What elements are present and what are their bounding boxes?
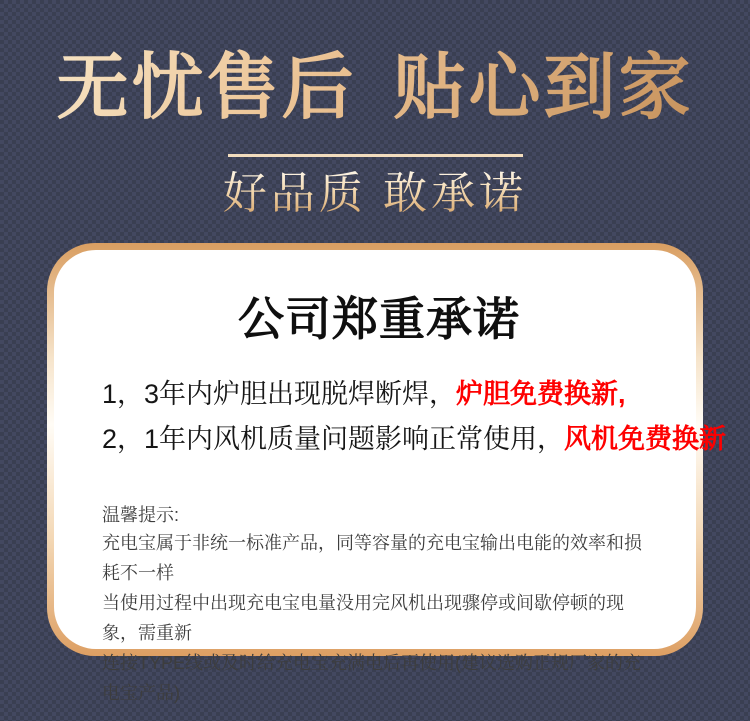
promise-list <box>102 372 727 462</box>
promise-1-text: 1，3年内炉胆出现脱焊断焊， <box>102 379 457 409</box>
promise-card-inner <box>54 250 727 703</box>
tips-section <box>102 502 656 708</box>
promise-2-highlight: 风机免费换新 <box>564 424 727 454</box>
promise-item-1 <box>102 372 656 417</box>
tips-line-3: 连接TYPE线或及时给充电宝充满电后再使用(建议选购正规厂家的充电宝产品) <box>102 653 642 703</box>
promise-2-text: 2，1年内风机质量问题影响正常使用， <box>102 424 565 454</box>
promise-card <box>47 243 727 703</box>
card-title: 公司郑重承诺 <box>238 293 520 345</box>
tips-line-2: 当使用过程中出现充电宝电量没用完风机出现骤停或间歇停顿的现象，需重新 <box>102 593 624 643</box>
tips-label: 温馨提示: <box>102 505 180 525</box>
promise-1-highlight: 炉胆免费换新, <box>456 379 626 409</box>
subtitle: 好品质 敢承诺 <box>0 169 750 219</box>
header <box>0 0 750 219</box>
page-title: 无忧售后 贴心到家 <box>0 40 750 136</box>
promise-item-2 <box>102 417 727 462</box>
tips-line-1: 充电宝属于非统一标准产品，同等容量的充电宝输出电能的效率和损耗不一样 <box>102 533 642 583</box>
divider-line <box>228 154 523 157</box>
